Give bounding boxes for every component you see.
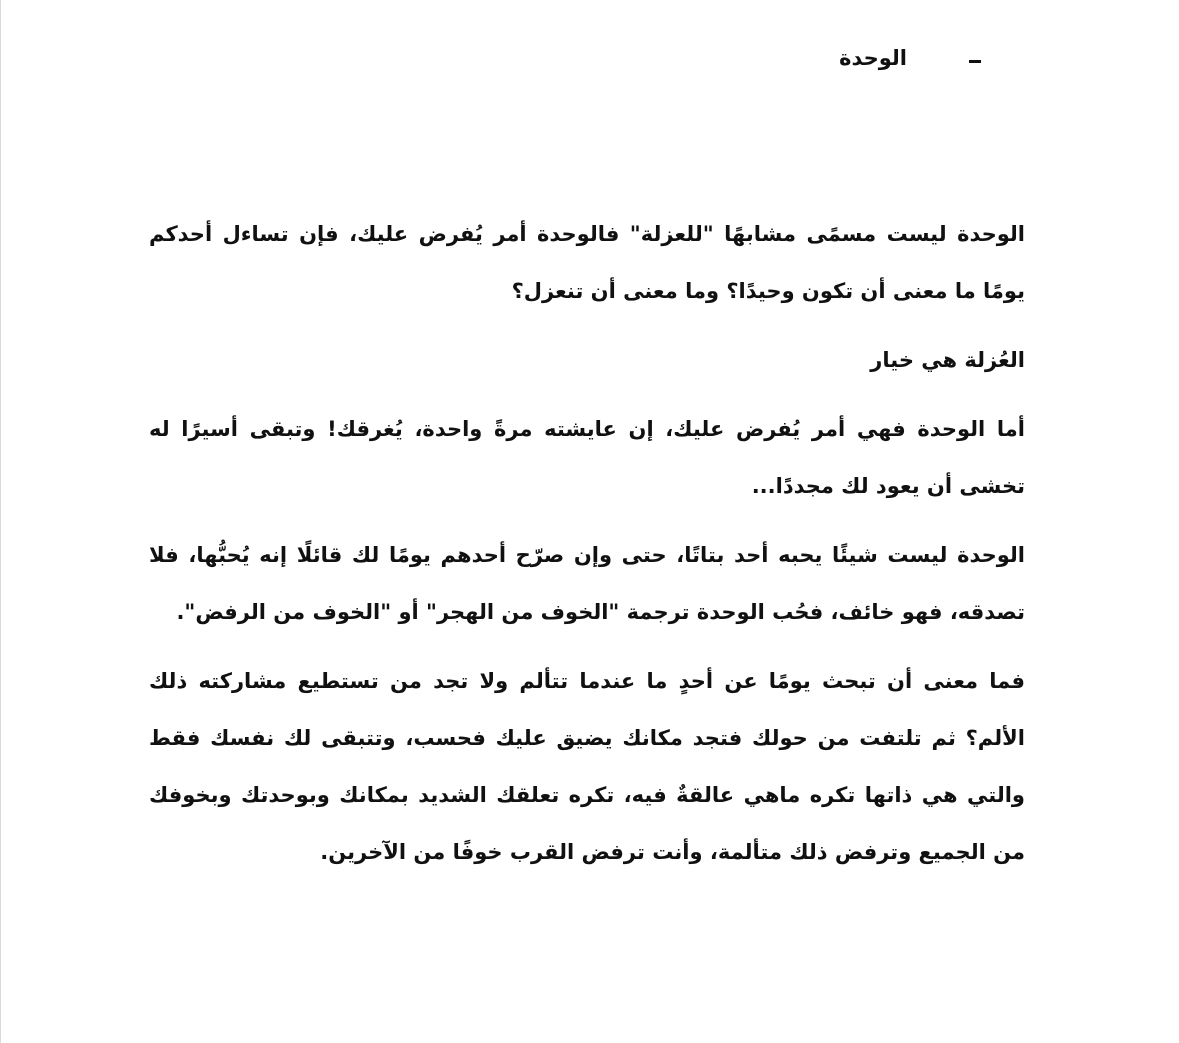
paragraph-isolation-choice: العُزلة هي خيار: [870, 348, 1025, 372]
section-title: الوحدة: [839, 46, 907, 70]
paragraph-loneliness-imposed: أما الوحدة فهي أمر يُفرض عليك، إن عايشته مرةً واحدة، يُغرقك! وتبقى أسيرًا له تخشى أن يعود لك مجددًا...: [149, 417, 1025, 498]
paragraph-meaning-of-loneliness: فما معنى أن تبحث يومًا عن أحدٍ ما عندما تتألم ولا تجد من تستطيع مشاركته ذلك الألم؟ ثم تلتفت من حولك فتجد مكانك يضيق عليك فحسب، وتتبقى لك نفسك فقط والتي هي ذاتها تكره ماهي عالقةٌ فيه، تكره تعلقك الشديد بمكانك وبوحدتك وبخوفك من الجميع وترفض ذلك متألمة، وأنت ترفض القرب خوفًا من الآخرين.: [149, 669, 1025, 864]
document-body: [149, 38, 1025, 881]
section-heading: [149, 38, 981, 78]
dash-bullet-icon: [969, 60, 981, 63]
paragraph-no-one-loves-loneliness: الوحدة ليست شيئًا يحبه أحد بتاتًا، حتى وإن صرّح أحدهم يومًا لك قائلًا إنه يُحبُّها، فلا تصدقه، فهو خائف، فحُب الوحدة ترجمة "الخوف من الهجر" أو "الخوف من الرفض".: [149, 543, 1025, 624]
paragraph-intro: الوحدة ليست مسمًى مشابهًا "للعزلة" فالوحدة أمر يُفرض عليك، فإن تساءل أحدكم يومًا ما معنى أن تكون وحيدًا؟ وما معنى أن تنعزل؟: [149, 222, 1025, 303]
